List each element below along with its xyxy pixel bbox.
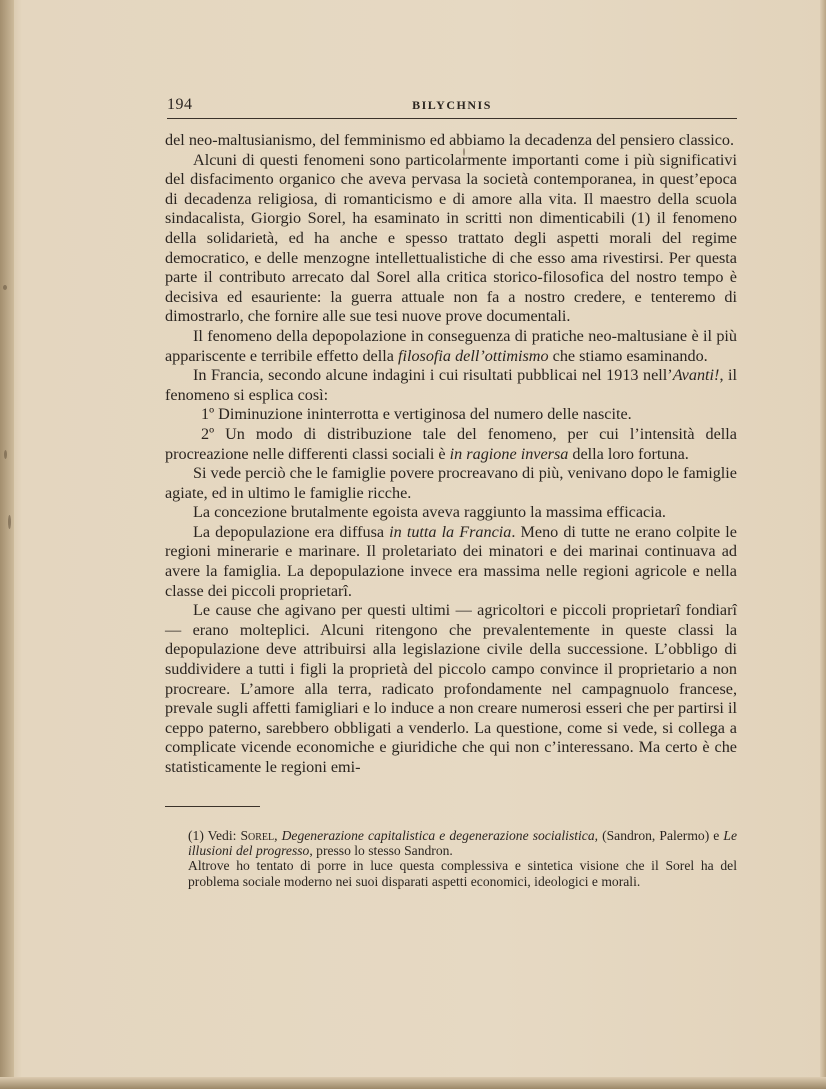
list-item: 2º Un modo di distribuzione tale del fenomeno, per cui l’intensità della procreazione nelle differenti classi sociali è in ragione inversa della loro fortuna. — [165, 424, 737, 463]
article-body — [165, 131, 737, 778]
paper-blemish — [3, 285, 7, 290]
paper-blemish — [4, 450, 7, 459]
paragraph: Si vede perciò che le famiglie povere procreavano di più, venivano dopo le famiglie agiate, ed in ultimo le famiglie ricche. — [165, 464, 737, 502]
paragraph: del neo-maltusianismo, del femminismo ed abbiamo la decadenza del pensiero classico. — [165, 131, 735, 149]
list-item: 1º Diminuzione ininterrotta e vertiginosa del numero delle nascite. — [201, 405, 632, 424]
paragraph: Le cause che agivano per questi ultimi — agricoltori e piccoli proprietarî fondiarî — erano molteplici. Alcuni ritengono che prevalentemente in queste classi la depopulazione deve attribuirsi alla legislazione civile della successione. L’obbligo di suddividere a tutti i figli la proprietà del piccolo campo convince il proprietario a non procreare. L’amore alla terra, radicato profondamente nel campagnuolo francese, prevale sugli affetti famigliari e lo induce a non creare numerosi esseri che per partirsi il ceppo paterno, sarebbero obbligati a venderlo. La questione, come si vede, si collega a complicate vicende economiche e giuridiche che qui non c’interessano. Ma certo è che statisticamente le regioni emi- — [165, 601, 737, 776]
running-title: BILYCHNIS — [412, 98, 492, 112]
page-left-edge — [0, 0, 14, 1089]
footnotes — [188, 828, 737, 889]
running-header — [167, 96, 737, 119]
page-bottom-edge — [0, 1077, 826, 1089]
footnote: Altrove ho tentato di porre in luce questa complessiva e sintetica visione che il Sorel ha del problema sociale moderno nei suoi disparati aspetti economici, ideologici e morali. — [188, 858, 737, 889]
footnote: (1) Vedi: Sorel, Degenerazione capitalistica e degenerazione socialistica, (Sandron, Palermo) e Le illusioni del progresso, presso lo stesso Sandron. — [188, 828, 737, 859]
paragraph: La concezione brutalmente egoista aveva raggiunto la massima efficacia. — [193, 503, 666, 522]
paragraph: La depopulazione era diffusa in tutta la Francia. Meno di tutte ne erano colpite le regioni minerarie e marinare. Il proletariato dei minatori e dei marinai continuava ad avere la famiglia. La depopulazione invece era massima nelle regioni agricole e nella classe dei piccoli proprietarî. — [165, 522, 737, 600]
page-right-edge — [820, 0, 826, 1089]
footnote-separator — [165, 806, 260, 807]
page-number: 194 — [167, 96, 193, 113]
paragraph: Il fenomeno della depopolazione in conseguenza di pratiche neo-maltusiane è il più appariscente e terribile effetto della filosofia dell’ottimismo che stiamo esaminando. — [165, 326, 737, 365]
paragraph: In Francia, secondo alcune indagini i cui risultati pubblicai nel 1913 nell’Avanti!, il fenomeno si esplica così: — [165, 366, 737, 404]
paper-blemish — [8, 515, 11, 529]
paragraph: Alcuni di questi fenomeni sono particolarmente importanti come i più significativi del disfacimento organico che aveva pervasa la società contemporanea, in quest’epoca di decadenza religiosa, di romanticismo e di amore alla vita. Il maestro della scuola sindacalista, Giorgio Sorel, ha esaminato in scritti non dimenticabili (1) il fenomeno della solidarietà, ed ha anche e spesso trattato degli aspetti morali del regime democratico, e delle menzogne intellettualistiche di che esso ama rivestirsi. Per questa parte il contributo arrecato dal Sorel alla critica storico-filosofica del nostro tempo è decisiva ed esauriente: la guerra attuale non fa a nostro credere, e tenteremo di dimostrarlo, che fornire alle sue tesi nuove prove documentali. — [165, 150, 737, 326]
